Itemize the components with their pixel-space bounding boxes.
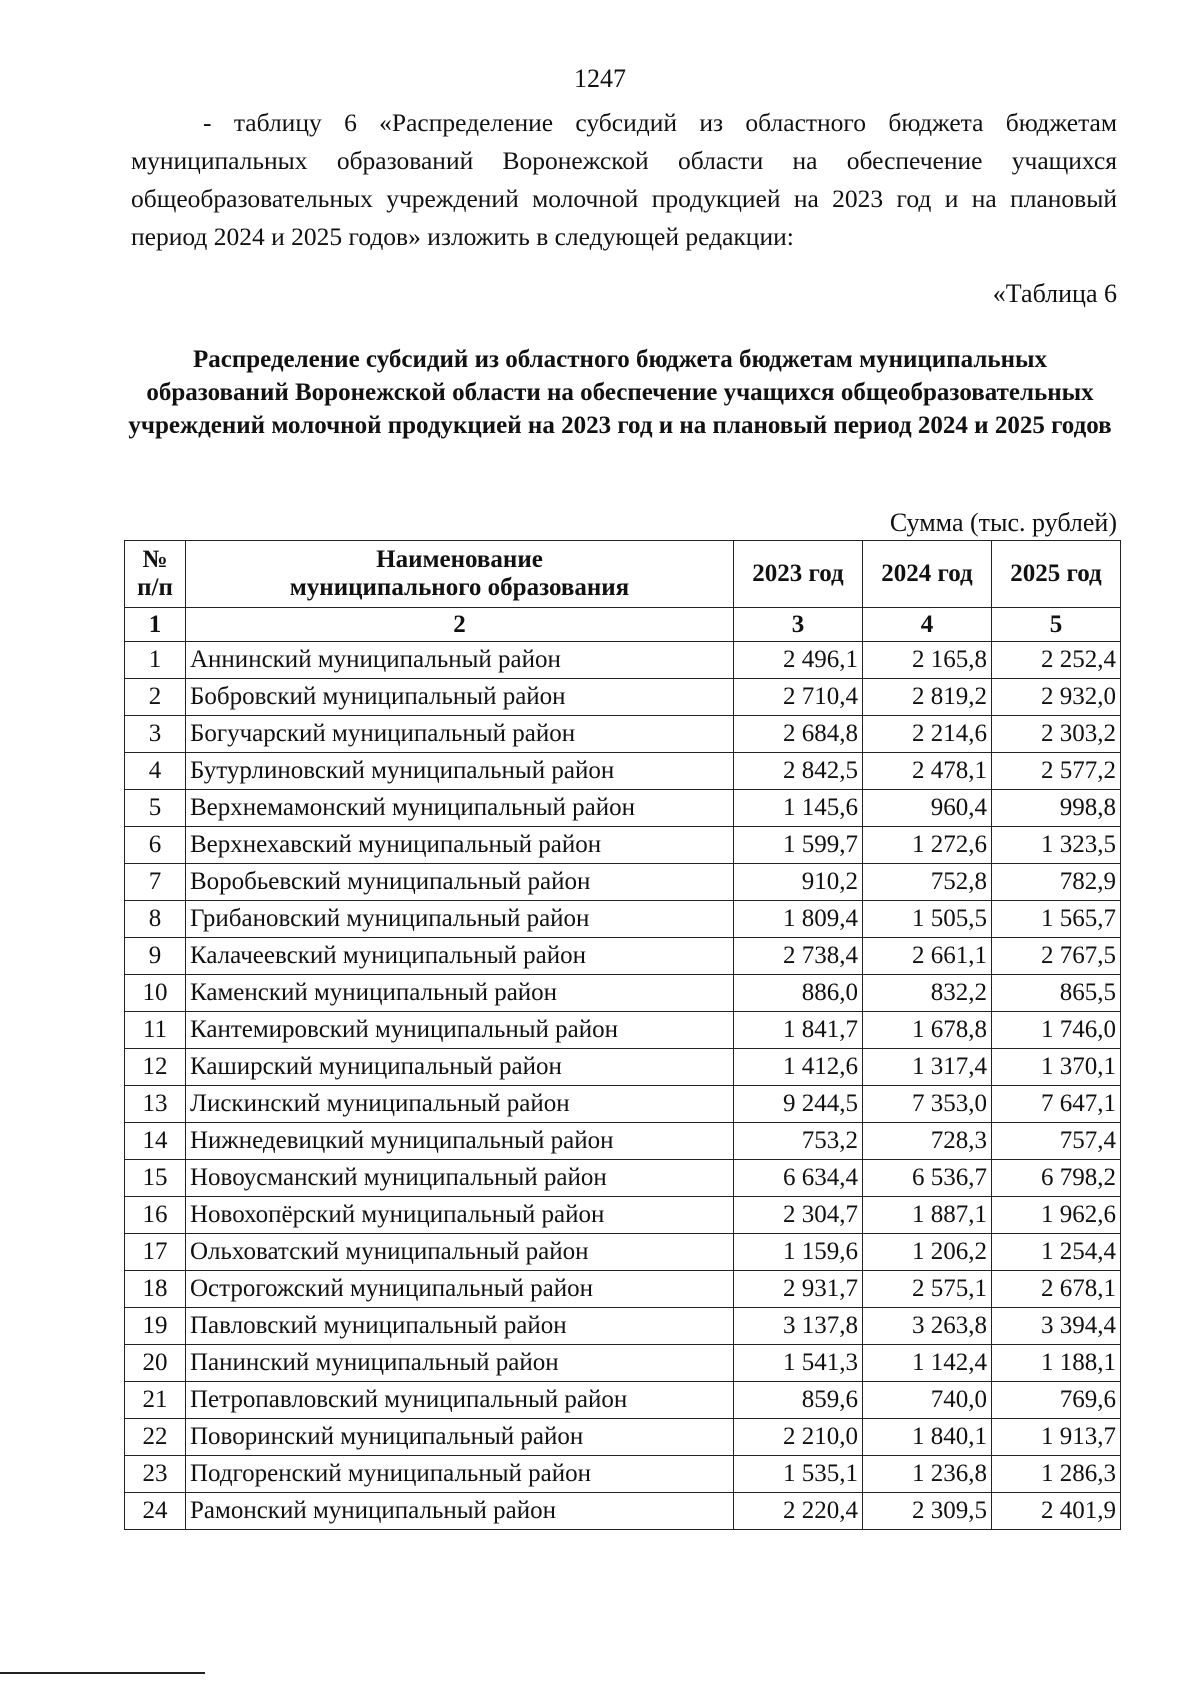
table-row <box>125 901 1121 938</box>
value-2023: 2 684,8 <box>734 716 863 753</box>
value-2024: 2 309,5 <box>863 1493 992 1530</box>
value-2024: 1 206,2 <box>863 1234 992 1271</box>
municipality-name: Каменский муниципальный район <box>186 975 734 1012</box>
municipality-name: Грибановский муниципальный район <box>186 901 734 938</box>
value-2025: 1 254,4 <box>992 1234 1121 1271</box>
table-row <box>125 1049 1121 1086</box>
value-2024: 2 214,6 <box>863 716 992 753</box>
value-2025: 1 286,3 <box>992 1456 1121 1493</box>
row-number: 4 <box>125 753 186 790</box>
value-2024: 1 142,4 <box>863 1345 992 1382</box>
table-row <box>125 1382 1121 1419</box>
value-2023: 9 244,5 <box>734 1086 863 1123</box>
value-2025: 2 767,5 <box>992 938 1121 975</box>
municipality-name: Кантемировский муниципальный район <box>186 1012 734 1049</box>
table-row <box>125 864 1121 901</box>
row-number: 17 <box>125 1234 186 1271</box>
value-2024: 3 263,8 <box>863 1308 992 1345</box>
value-2023: 3 137,8 <box>734 1308 863 1345</box>
column-index: 1 <box>125 608 186 642</box>
value-2025: 782,9 <box>992 864 1121 901</box>
header-row <box>125 541 1121 608</box>
municipality-name: Калачеевский муниципальный район <box>186 938 734 975</box>
table-row <box>125 1123 1121 1160</box>
value-2023: 2 710,4 <box>734 679 863 716</box>
municipality-name: Подгоренский муниципальный район <box>186 1456 734 1493</box>
value-2024: 1 887,1 <box>863 1197 992 1234</box>
value-2025: 1 565,7 <box>992 901 1121 938</box>
row-number: 20 <box>125 1345 186 1382</box>
table-row <box>125 753 1121 790</box>
value-2023: 910,2 <box>734 864 863 901</box>
value-2025: 2 401,9 <box>992 1493 1121 1530</box>
municipality-name: Ольховатский муниципальный район <box>186 1234 734 1271</box>
table-row <box>125 1160 1121 1197</box>
municipality-name: Новоусманский муниципальный район <box>186 1160 734 1197</box>
municipality-name: Павловский муниципальный район <box>186 1308 734 1345</box>
table-row <box>125 1086 1121 1123</box>
header-number-line2: п/п <box>137 574 173 601</box>
table-title: Распределение субсидий из областного бюджета бюджетам муниципальных образований Воронежской области на обеспечение учащихся общеобразовательных учреждений молочной продукцией на 2023 год и на плановый период 2024 и 2025 годов <box>128 346 1112 439</box>
value-2025: 2 577,2 <box>992 753 1121 790</box>
row-number: 1 <box>125 642 186 679</box>
value-2025: 3 394,4 <box>992 1308 1121 1345</box>
value-2024: 1 272,6 <box>863 827 992 864</box>
value-2023: 1 841,7 <box>734 1012 863 1049</box>
table-row <box>125 679 1121 716</box>
header-2023: 2023 год <box>734 541 863 608</box>
table-row <box>125 1308 1121 1345</box>
table-row <box>125 827 1121 864</box>
value-2023: 1 145,6 <box>734 790 863 827</box>
value-2023: 886,0 <box>734 975 863 1012</box>
value-2025: 7 647,1 <box>992 1086 1121 1123</box>
value-2024: 1 317,4 <box>863 1049 992 1086</box>
header-name-line2: муниципального образования <box>289 574 630 601</box>
municipality-name: Лискинский муниципальный район <box>186 1086 734 1123</box>
value-2024: 2 165,8 <box>863 642 992 679</box>
header-2025: 2025 год <box>992 541 1121 608</box>
value-2025: 2 303,2 <box>992 716 1121 753</box>
value-2023: 2 931,7 <box>734 1271 863 1308</box>
municipality-name: Верхнемамонский муниципальный район <box>186 790 734 827</box>
value-2023: 1 159,6 <box>734 1234 863 1271</box>
header-number <box>125 541 186 608</box>
value-2024: 1 505,5 <box>863 901 992 938</box>
table-row <box>125 975 1121 1012</box>
municipality-name: Богучарский муниципальный район <box>186 716 734 753</box>
value-2023: 2 220,4 <box>734 1493 863 1530</box>
row-number: 11 <box>125 1012 186 1049</box>
row-number: 15 <box>125 1160 186 1197</box>
municipality-name: Рамонский муниципальный район <box>186 1493 734 1530</box>
value-2023: 2 210,0 <box>734 1419 863 1456</box>
value-2023: 6 634,4 <box>734 1160 863 1197</box>
table-body <box>125 642 1121 1530</box>
subsidy-table <box>124 540 1121 1530</box>
row-number: 10 <box>125 975 186 1012</box>
row-number: 14 <box>125 1123 186 1160</box>
row-number: 12 <box>125 1049 186 1086</box>
value-2025: 769,6 <box>992 1382 1121 1419</box>
value-2024: 1 678,8 <box>863 1012 992 1049</box>
table-row <box>125 1271 1121 1308</box>
value-2023: 2 738,4 <box>734 938 863 975</box>
value-2025: 6 798,2 <box>992 1160 1121 1197</box>
value-2024: 728,3 <box>863 1123 992 1160</box>
value-2025: 1 746,0 <box>992 1012 1121 1049</box>
table-row <box>125 1456 1121 1493</box>
value-2024: 832,2 <box>863 975 992 1012</box>
value-2025: 757,4 <box>992 1123 1121 1160</box>
row-number: 22 <box>125 1419 186 1456</box>
value-2024: 2 661,1 <box>863 938 992 975</box>
table-row <box>125 642 1121 679</box>
municipality-name: Аннинский муниципальный район <box>186 642 734 679</box>
page-number: 1247 <box>574 64 626 93</box>
municipality-name: Бобровский муниципальный район <box>186 679 734 716</box>
header-name <box>186 541 734 608</box>
value-2024: 2 819,2 <box>863 679 992 716</box>
table-row <box>125 716 1121 753</box>
header-number-line1: № <box>142 546 168 573</box>
footer-rule <box>0 1672 205 1674</box>
row-number: 24 <box>125 1493 186 1530</box>
row-number: 8 <box>125 901 186 938</box>
municipality-name: Панинский муниципальный район <box>186 1345 734 1382</box>
value-2025: 998,8 <box>992 790 1121 827</box>
intro-paragraph: - таблицу 6 «Распределение субсидий из областного бюджета бюджетам муниципальных образований Воронежской области на обеспечение учащихся общеобразовательных учреждений молочной продукцией на 2023 год и на плановый период 2024 и 2025 годов» изложить в следующей редакции: <box>131 108 1117 251</box>
value-2024: 2 478,1 <box>863 753 992 790</box>
value-2025: 1 913,7 <box>992 1419 1121 1456</box>
value-2024: 6 536,7 <box>863 1160 992 1197</box>
municipality-name: Каширский муниципальный район <box>186 1049 734 1086</box>
table-row <box>125 1012 1121 1049</box>
value-2025: 1 962,6 <box>992 1197 1121 1234</box>
row-number: 13 <box>125 1086 186 1123</box>
municipality-name: Новохопёрский муниципальный район <box>186 1197 734 1234</box>
row-number: 7 <box>125 864 186 901</box>
municipality-name: Воробьевский муниципальный район <box>186 864 734 901</box>
row-number: 16 <box>125 1197 186 1234</box>
column-index-row <box>125 608 1121 642</box>
value-2023: 2 842,5 <box>734 753 863 790</box>
table-row <box>125 1345 1121 1382</box>
row-number: 23 <box>125 1456 186 1493</box>
value-2023: 1 412,6 <box>734 1049 863 1086</box>
municipality-name: Бутурлиновский муниципальный район <box>186 753 734 790</box>
value-2024: 960,4 <box>863 790 992 827</box>
table-row <box>125 1419 1121 1456</box>
row-number: 2 <box>125 679 186 716</box>
table-row <box>125 790 1121 827</box>
value-2025: 2 932,0 <box>992 679 1121 716</box>
municipality-name: Петропавловский муниципальный район <box>186 1382 734 1419</box>
municipality-name: Верхнехавский муниципальный район <box>186 827 734 864</box>
row-number: 18 <box>125 1271 186 1308</box>
units-caption: Сумма (тыс. рублей) <box>889 508 1117 537</box>
value-2023: 1 541,3 <box>734 1345 863 1382</box>
row-number: 3 <box>125 716 186 753</box>
value-2025: 865,5 <box>992 975 1121 1012</box>
header-2024: 2024 год <box>863 541 992 608</box>
value-2024: 752,8 <box>863 864 992 901</box>
value-2023: 859,6 <box>734 1382 863 1419</box>
table-label: «Таблица 6 <box>992 279 1117 308</box>
value-2025: 2 252,4 <box>992 642 1121 679</box>
value-2023: 2 496,1 <box>734 642 863 679</box>
header-name-line1: Наименование <box>376 546 543 573</box>
row-number: 6 <box>125 827 186 864</box>
municipality-name: Острогожский муниципальный район <box>186 1271 734 1308</box>
value-2023: 1 599,7 <box>734 827 863 864</box>
table-row <box>125 938 1121 975</box>
value-2025: 1 370,1 <box>992 1049 1121 1086</box>
value-2023: 1 535,1 <box>734 1456 863 1493</box>
value-2025: 2 678,1 <box>992 1271 1121 1308</box>
value-2024: 1 236,8 <box>863 1456 992 1493</box>
value-2024: 2 575,1 <box>863 1271 992 1308</box>
row-number: 19 <box>125 1308 186 1345</box>
row-number: 9 <box>125 938 186 975</box>
table-row <box>125 1234 1121 1271</box>
municipality-name: Поворинский муниципальный район <box>186 1419 734 1456</box>
municipality-name: Нижнедевицкий муниципальный район <box>186 1123 734 1160</box>
value-2025: 1 188,1 <box>992 1345 1121 1382</box>
value-2023: 753,2 <box>734 1123 863 1160</box>
value-2025: 1 323,5 <box>992 827 1121 864</box>
table-row <box>125 1493 1121 1530</box>
column-index: 4 <box>863 608 992 642</box>
value-2023: 2 304,7 <box>734 1197 863 1234</box>
column-index: 5 <box>992 608 1121 642</box>
column-index: 3 <box>734 608 863 642</box>
value-2024: 740,0 <box>863 1382 992 1419</box>
row-number: 21 <box>125 1382 186 1419</box>
column-index: 2 <box>186 608 734 642</box>
value-2024: 1 840,1 <box>863 1419 992 1456</box>
row-number: 5 <box>125 790 186 827</box>
value-2024: 7 353,0 <box>863 1086 992 1123</box>
value-2023: 1 809,4 <box>734 901 863 938</box>
table-row <box>125 1197 1121 1234</box>
